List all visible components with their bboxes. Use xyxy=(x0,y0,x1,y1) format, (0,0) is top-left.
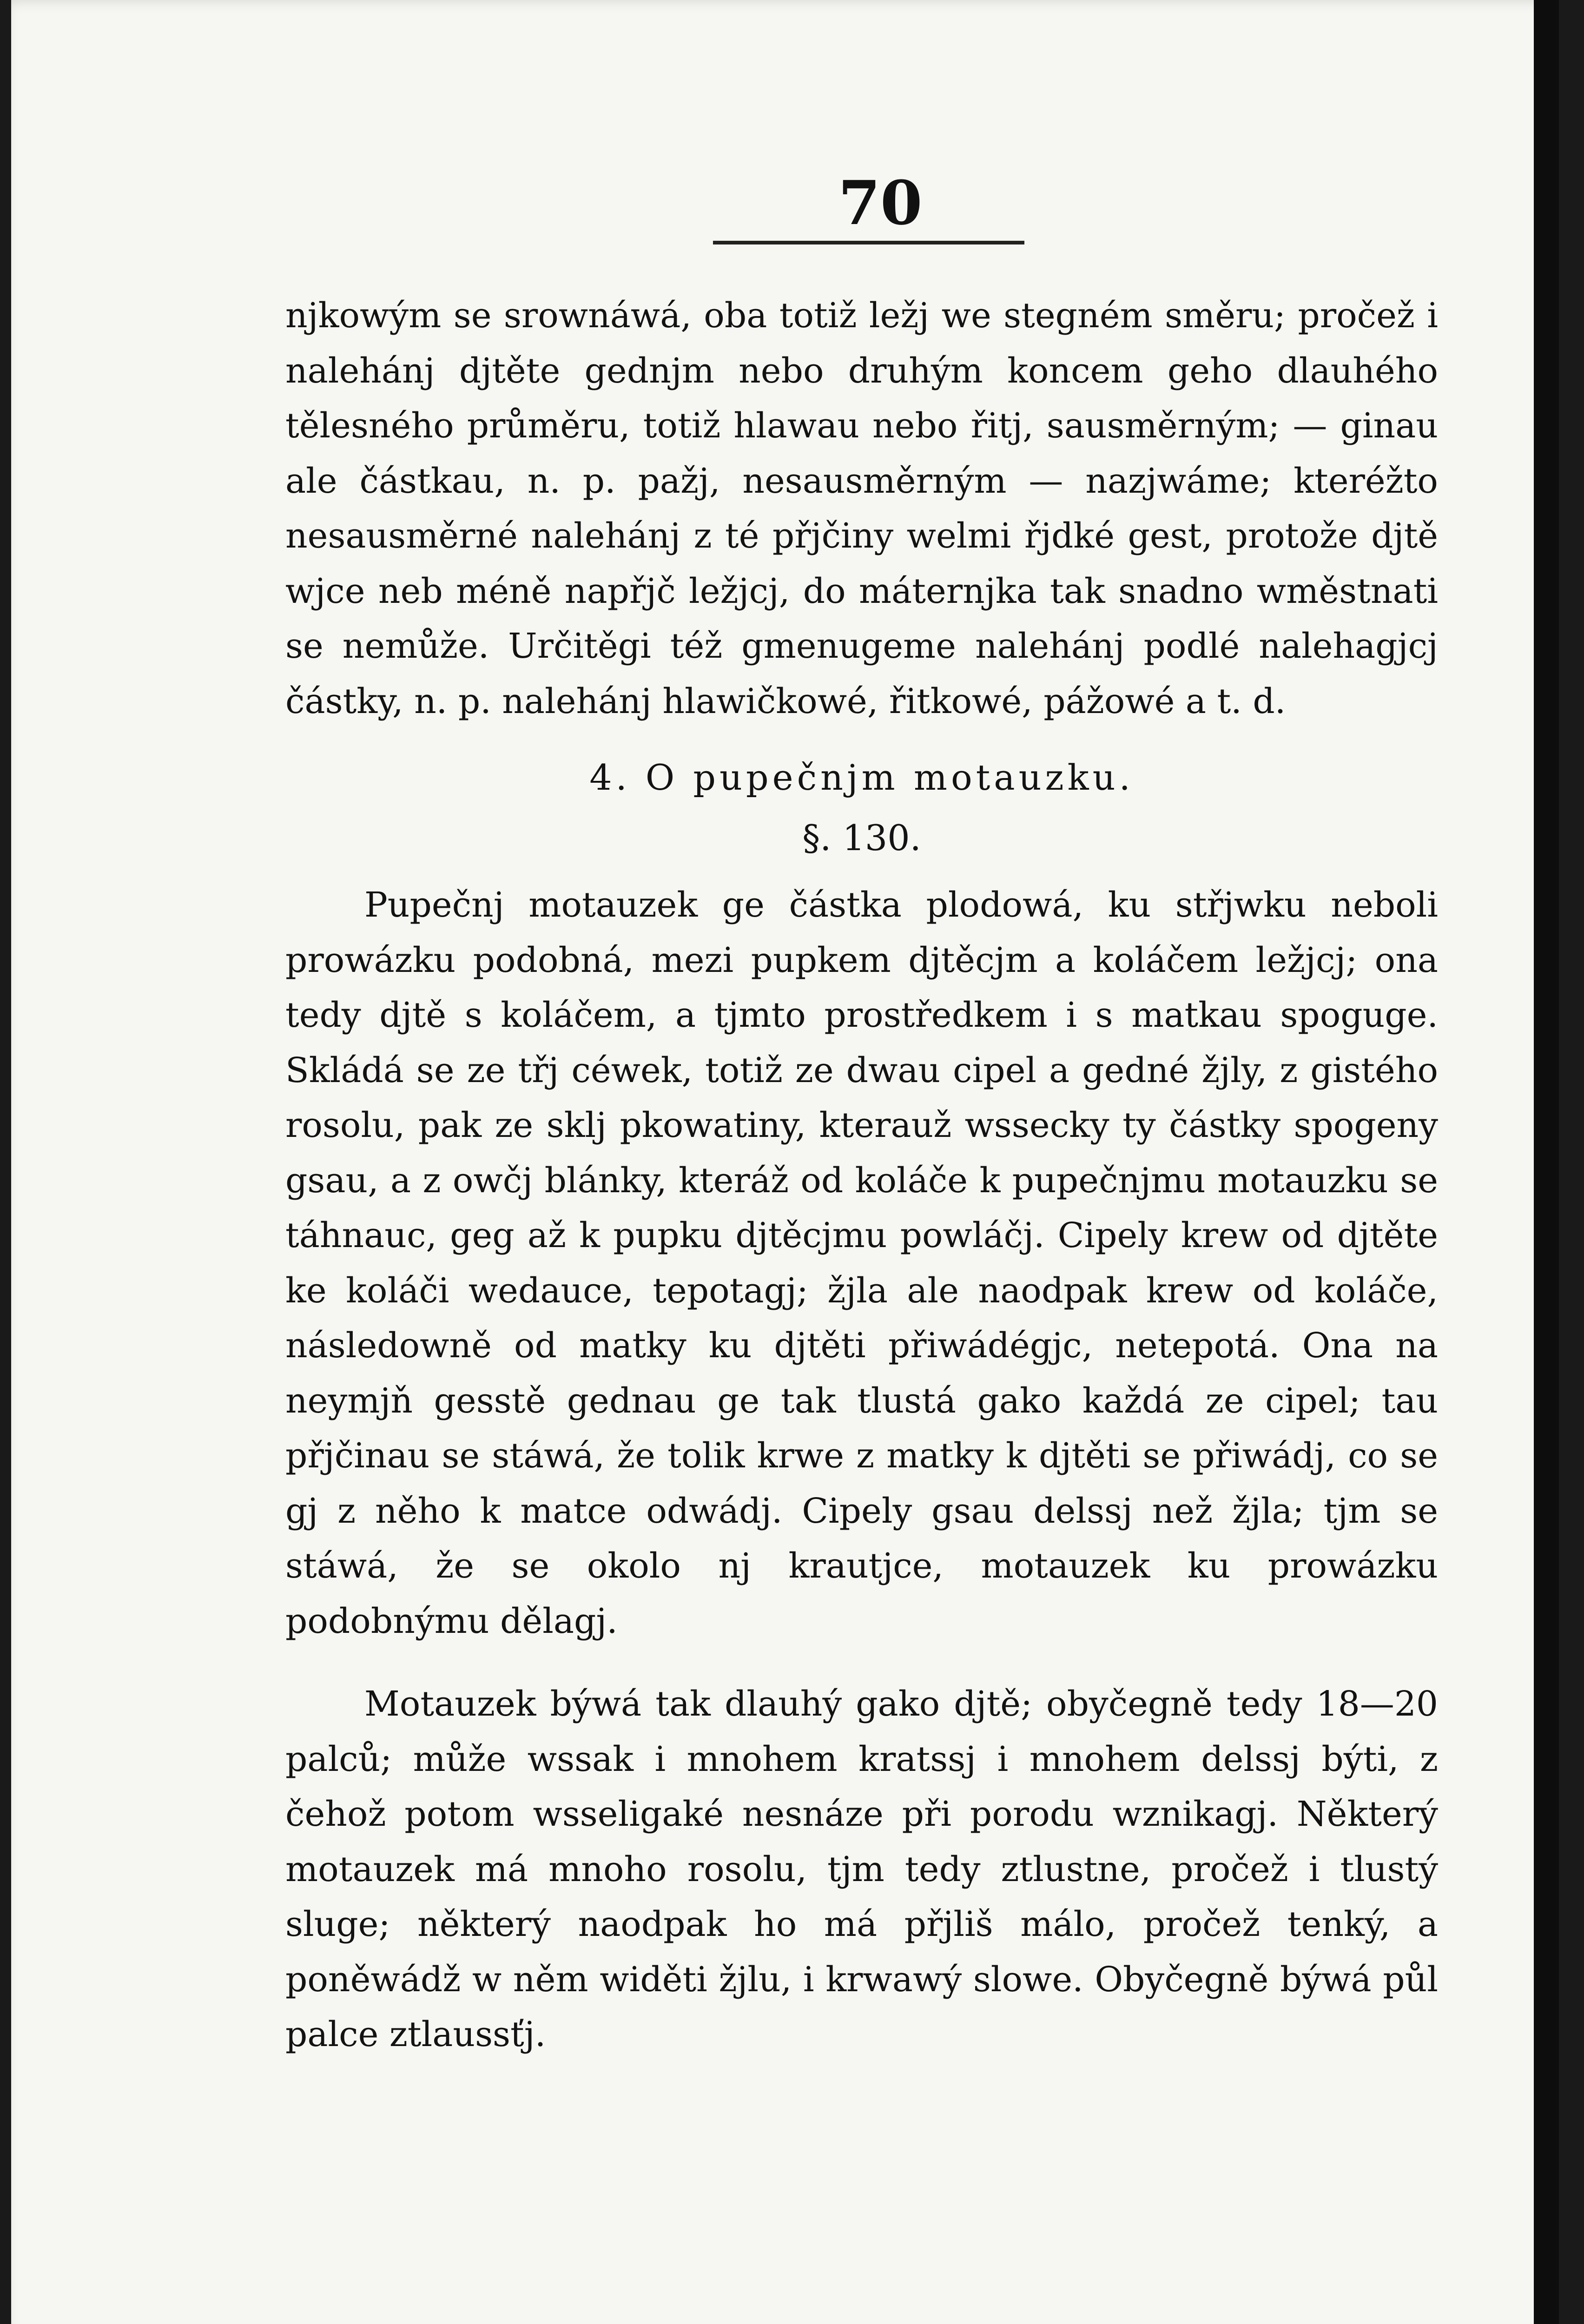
paragraph-3: Motauzek býwá tak dlauhý gako djtě; obyčegně tedy 18—20 palců; může wssak i mnohem kratssj i mnohem delssj býti, z čehož potom wsseligaké nesnáze při porodu wznikagj. Některý motauzek má mnoho rosolu, tjm tedy ztlustne, pročež i tlustý sluge; některý naodpak ho má přjliš málo, pročež tenký, a poněwádž w něm widěti žjlu, i krwawý slowe. Obyčegně býwá půl palce ztlaussťj. xyxy=(285,1684,1438,2054)
book-page xyxy=(11,0,1559,2324)
header-rule xyxy=(713,241,1024,244)
body-text xyxy=(285,288,1438,2062)
page-number: 70 xyxy=(838,167,923,238)
scan-edge xyxy=(1534,0,1559,2324)
section-heading: 4. O pupečnjm motauzku. xyxy=(589,757,1134,798)
paragraph-1: njkowým se srownáwá, oba totiž ležj we stegném směru; pročež i nalehánj djtěte gednjm nebo druhým koncem geho dlauhého tělesného průměru, totiž hlawau nebo řitj, sausměrným; — ginau ale částkau, n. p. pažj, nesausměrným — nazjwáme; kteréžto nesausměrné nalehánj z té přjčiny welmi řjdké gest, protože djtě wjce neb méně napřjč ležjcj, do máternjka tak snadno wměstnati se nemůže. Určitěgi též gmenugeme nalehánj podlé nalehagjcj částky, n. p. nalehánj hlawičkowé, řitkowé, pážowé a t. d. xyxy=(285,296,1438,721)
section-number: §. 130. xyxy=(802,817,921,858)
paragraph-2: Pupečnj motauzek ge částka plodowá, ku střjwku neboli prowázku podobná, mezi pupkem djtěcjm a koláčem ležjcj; ona tedy djtě s koláčem, a tjmto prostředkem i s matkau spoguge. Skládá se ze třj céwek, totiž ze dwau cipel a gedné žjly, z gistého rosolu, pak ze sklj pkowatiny, kterauž wssecky ty částky spogeny gsau, a z owčj blánky, kteráž od koláče k pupečnjmu motauzku se táhnauc, geg až k pupku djtěcjmu powláčj. Cipely krew od djtěte ke koláči wedauce, tepotagj; žjla ale naodpak krew od koláče, následowně od matky ku djtěti přiwádégjc, netepotá. Ona na neymjň gesstě gednau ge tak tlustá gako každá ze cipel; tau přjčinau se stáwá, že tolik krwe z matky k djtěti se přiwádj, co se gj z něho k matce odwádj. Cipely gsau delssj než žjla; tjm se stáwá, že se okolo nj krautjce, motauzek ku prowázku podobnýmu dělagj. xyxy=(285,885,1438,1641)
